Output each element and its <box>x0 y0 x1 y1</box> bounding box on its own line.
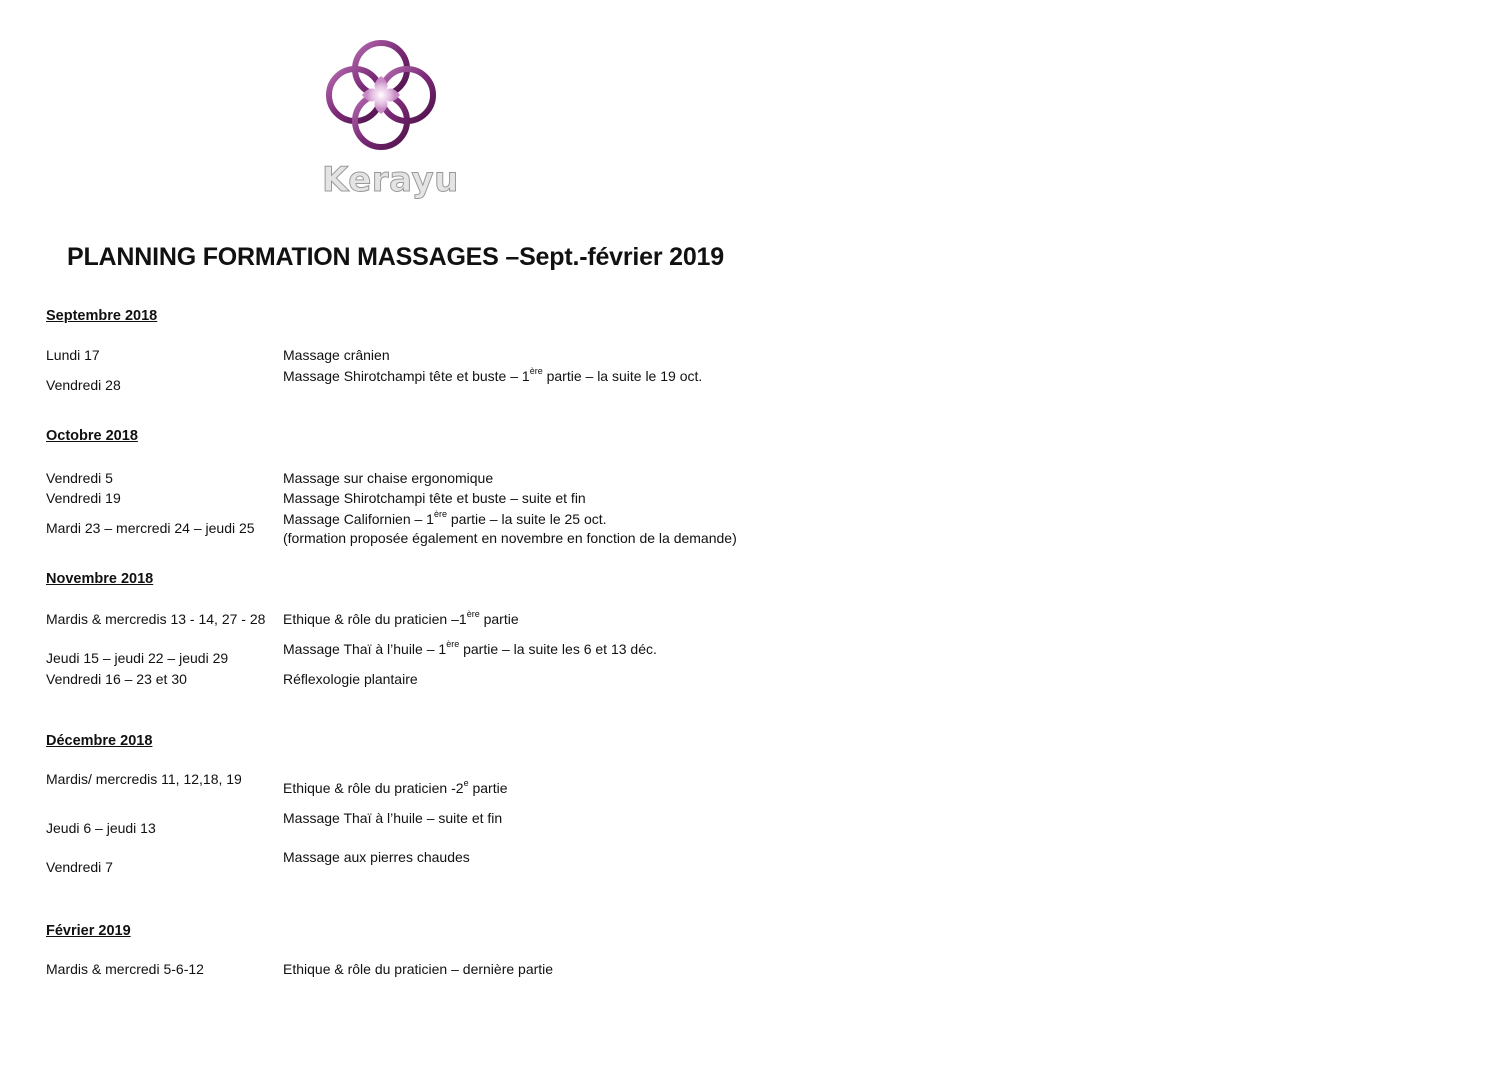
session-desc: Massage sur chaise ergonomique <box>283 470 494 486</box>
session-desc: Massage crânien <box>283 347 390 363</box>
date-label: Vendredi 5 <box>46 470 113 486</box>
date-label: Vendredi 7 <box>46 859 113 875</box>
session-desc: Massage Thaï à l’huile – 1ère partie – la suite les 6 et 13 déc. <box>283 639 657 657</box>
month-heading: Novembre 2018 <box>46 571 154 587</box>
session-desc: Ethique & rôle du praticien –1ère partie <box>283 609 519 627</box>
page-title: PLANNING FORMATION MASSAGES –Sept.-février 2019 <box>67 243 724 271</box>
date-label: Mardis & mercredis 13 - 14, 27 - 28 <box>46 611 266 627</box>
session-desc: Massage Shirotchampi tête et buste – suite et fin <box>283 490 586 506</box>
date-label: Mardis/ mercredis 11, 12,18, 19 <box>46 771 242 787</box>
session-desc: Réflexologie plantaire <box>283 671 418 687</box>
month-heading: Février 2019 <box>46 923 131 939</box>
date-label: Vendredi 16 – 23 et 30 <box>46 671 187 687</box>
date-label: Vendredi 19 <box>46 490 121 506</box>
session-note: (formation proposée également en novembre en fonction de la demande) <box>283 530 737 546</box>
date-label: Vendredi 28 <box>46 377 121 393</box>
session-desc: Massage Thaï à l’huile – suite et fin <box>283 810 503 826</box>
date-label: Jeudi 6 – jeudi 13 <box>46 820 156 836</box>
month-heading: Octobre 2018 <box>46 428 138 444</box>
four-circles-flower-logo-icon <box>322 36 440 154</box>
month-heading: Décembre 2018 <box>46 733 153 749</box>
session-desc: Massage aux pierres chaudes <box>283 849 470 865</box>
date-label: Jeudi 15 – jeudi 22 – jeudi 29 <box>46 650 229 666</box>
brand-name: Kerayu <box>322 160 459 200</box>
session-desc: Ethique & rôle du praticien – dernière partie <box>283 961 554 977</box>
session-desc: Ethique & rôle du praticien -2e partie <box>283 778 508 796</box>
date-label: Lundi 17 <box>46 347 100 363</box>
date-label: Mardi 23 – mercredi 24 – jeudi 25 <box>46 520 255 536</box>
session-desc: Massage Californien – 1ère partie – la suite le 25 oct. <box>283 509 607 527</box>
logo <box>322 36 459 200</box>
month-heading: Septembre 2018 <box>46 308 158 324</box>
session-desc: Massage Shirotchampi tête et buste – 1ère partie – la suite le 19 oct. <box>283 366 703 384</box>
date-label: Mardis & mercredi 5-6-12 <box>46 961 204 977</box>
